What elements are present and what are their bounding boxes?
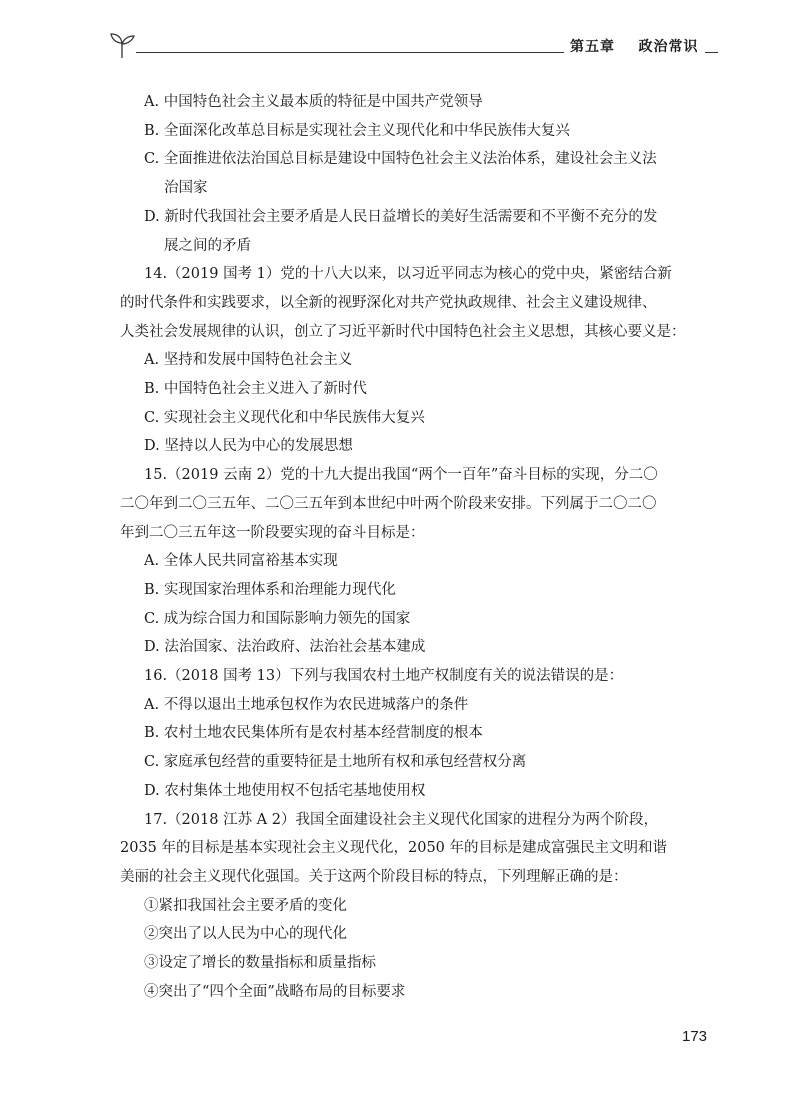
text-line: 展之间的矛盾 — [164, 237, 251, 254]
text-line: A. 中国特色社会主义最本质的特征是中国共产党领导 — [144, 94, 483, 110]
text-line: ④突出了“四个全面”战略布局的目标要求 — [144, 983, 406, 1000]
text-line: B. 实现国家治理体系和治理能力现代化 — [144, 581, 396, 598]
sprout-icon — [108, 30, 138, 60]
text-line: 二〇年到二〇三五年、二〇三五年到本世纪中叶两个阶段来安排。下列属于二〇二〇 — [120, 495, 657, 512]
chapter-section: 政治常识 — [638, 39, 699, 55]
text-line: C. 成为综合国力和国际影响力领先的国家 — [144, 610, 411, 627]
text-line: A. 全体人民共同富裕基本实现 — [144, 553, 338, 570]
page-number: 173 — [682, 1028, 708, 1045]
text-line: 15.（2019 云南 2）党的十九大提出我国“两个一百年”奋斗目标的实现，分二〇 — [144, 467, 658, 484]
text-line: A. 坚持和发展中国特色社会主义 — [144, 352, 353, 369]
text-line: ①紧扣我国社会主要矛盾的变化 — [144, 897, 347, 914]
text-line: 16.（2018 国考 13）下列与我国农村土地产权制度有关的说法错误的是： — [144, 668, 624, 685]
text-line: 的时代条件和实践要求，以全新的视野深化对共产党执政规律、社会主义建设规律、 — [120, 294, 657, 311]
text-line: 美丽的社会主义现代化强国。关于这两个阶段目标的特点，下列理解正确的是： — [120, 868, 628, 885]
chapter-number: 第五章 — [570, 39, 615, 55]
text-line: C. 家庭承包经营的重要特征是土地所有权和承包经营权分离 — [144, 754, 527, 771]
text-line: 17.（2018 江苏 A 2）我国全面建设社会主义现代化国家的进程分为两个阶段， — [144, 811, 658, 828]
text-line: B. 农村土地农民集体所有是农村基本经营制度的根本 — [144, 725, 483, 742]
text-line: D. 新时代我国社会主要矛盾是人民日益增长的美好生活需要和不平衡不充分的发 — [144, 208, 658, 225]
text-line: ②突出了以人民为中心的现代化 — [144, 926, 347, 943]
text-line: B. 中国特色社会主义进入了新时代 — [144, 381, 367, 398]
text-line: 年到二〇三五年这一阶段要实现的奋斗目标是： — [120, 524, 425, 541]
text-line: D. 法治国家、法治政府、法治社会基本建成 — [144, 639, 426, 656]
text-line: 14.（2019 国考 1）党的十八大以来，以习近平同志为核心的党中央，紧密结合新 — [144, 266, 672, 283]
text-line: 人类社会发展规律的认识，创立了习近平新时代中国特色社会主义思想，其核心要义是： — [120, 323, 686, 340]
text-line: C. 全面推进依法治国总目标是建设中国特色社会主义法治体系，建设社会主义法 — [144, 151, 657, 168]
text-line: D. 农村集体土地使用权不包括宅基地使用权 — [144, 782, 426, 799]
chapter-title — [564, 36, 705, 56]
text-line: A. 不得以退出土地承包权作为农民进城落户的条件 — [144, 696, 469, 713]
text-line: 2035 年的目标是基本实现社会主义现代化，2050 年的目标是建成富强民主文明和谐 — [120, 840, 668, 857]
page-content — [120, 88, 700, 1007]
text-line: C. 实现社会主义现代化和中华民族伟大复兴 — [144, 409, 425, 426]
text-line: B. 全面深化改革总目标是实现社会主义现代化和中华民族伟大复兴 — [144, 122, 570, 139]
running-header — [108, 30, 718, 62]
text-line: D. 坚持以人民为中心的发展思想 — [144, 438, 353, 455]
text-line: ③设定了增长的数量指标和质量指标 — [144, 955, 376, 972]
text-line: 治国家 — [164, 180, 208, 197]
